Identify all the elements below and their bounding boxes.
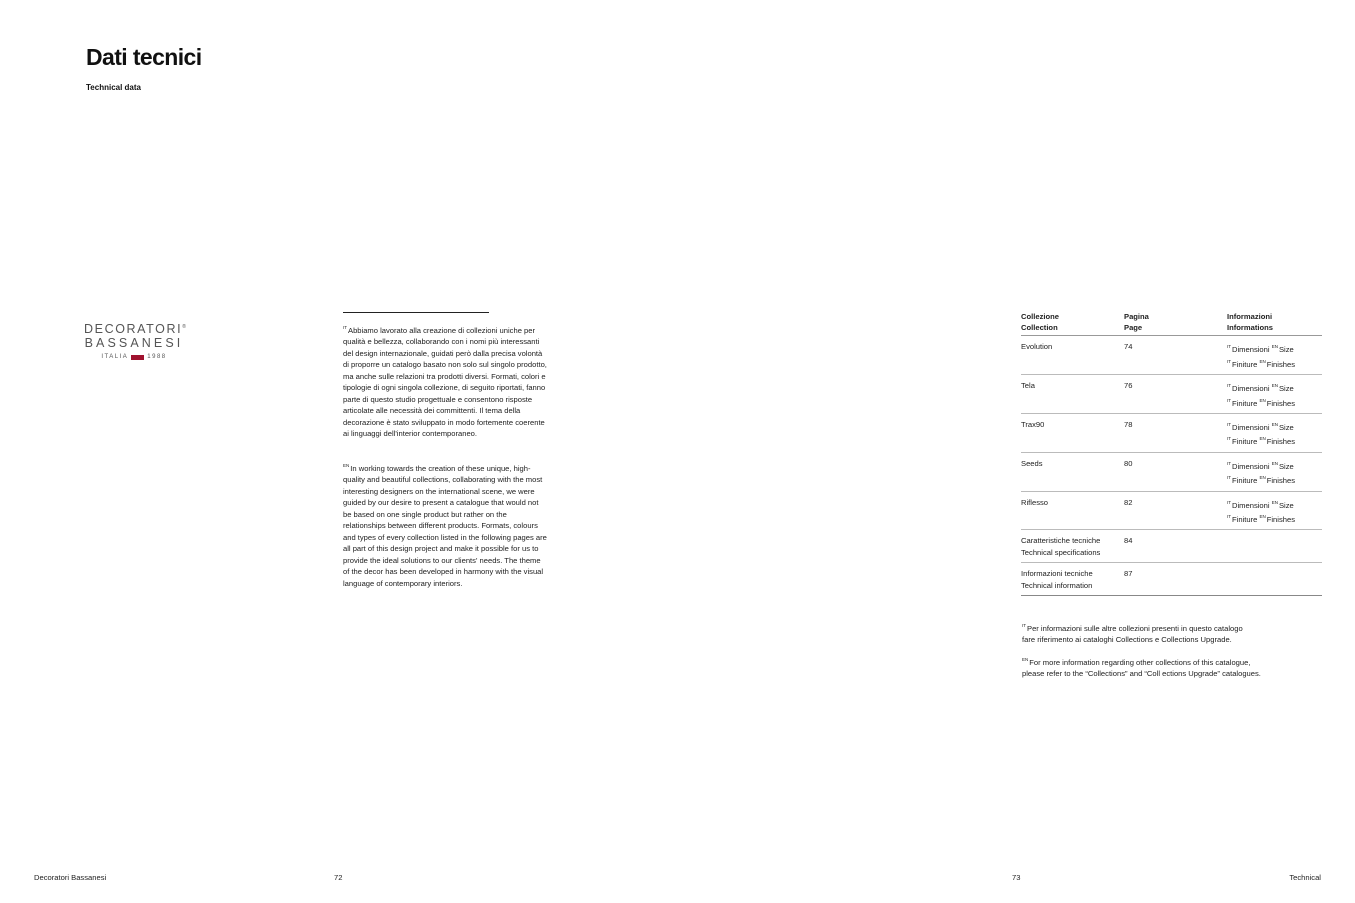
intro-text-en: $^{EN}$In working towards the creation of these unique, high-quality and beautiful collections, collaborating with the most interesting designers on the international scene, we were guided by our desire to present a catalogue that would not be based on one single product but rather on the relationships between different products. Formats, colours and types of every collection listed in the following pages are all part of this design project and make it possible for us to provide the ideal solutions to our clients' needs. The theme of the decor has been developed in harmony with the visual language of contemporary interiors. — [343, 463, 547, 588]
intro-divider — [343, 312, 489, 313]
cell-collection: Informazioni tecniche Technical information — [1021, 563, 1124, 596]
brand-logo — [84, 320, 184, 362]
column-header-collection: Collezione Collection — [1021, 311, 1124, 336]
cell-informations: $^{IT}$Dimensioni $^{EN}$Size $^{IT}$Finiture $^{EN}$Finishes — [1227, 491, 1322, 530]
cell-collection: Seeds — [1021, 452, 1124, 491]
cell-page: 74 — [1124, 336, 1227, 375]
page-subtitle: Technical data — [86, 83, 141, 92]
cell-page: 82 — [1124, 491, 1227, 530]
table-row — [1021, 530, 1322, 563]
table-row — [1021, 491, 1322, 530]
column-header-page: Pagina Page — [1124, 311, 1227, 336]
logo-color-bar — [131, 355, 144, 360]
intro-text-it: $^{IT}$Abbiamo lavorato alla creazione di collezioni uniche per qualità e bellezza, collaborando con i nomi più interessanti del design internazionale, guidati però dalla precisa volontà di proporre un catalogo basato non solo sul singolo prodotto, ma anche sulle relazioni tra prodotti diversi. Formati, colori e tipologie di ogni singola collezione, di seguito riportati, fanno parte di questo studio progettuale e consentono risposte articolate alle necessità dei committenti. Il tema della decorazione è stato sviluppato in modo fortemente coerente ai linguaggi dell'interior contemporaneo. — [343, 325, 547, 439]
lang-tag-it: IT — [343, 325, 347, 330]
cell-page: 80 — [1124, 452, 1227, 491]
cell-collection: Tela — [1021, 375, 1124, 414]
cell-page: 84 — [1124, 530, 1227, 563]
footer-brand: Decoratori Bassanesi — [34, 873, 107, 882]
note-it: $^{IT}$Per informazioni sulle altre collezioni presenti in questo catalogo fare riferimento ai cataloghi Collections e Collections Upgrade. — [1022, 623, 1243, 645]
table-header-row — [1021, 311, 1322, 336]
table-row — [1021, 563, 1322, 596]
cell-informations: $^{IT}$Dimensioni $^{EN}$Size $^{IT}$Finiture $^{EN}$Finishes — [1227, 414, 1322, 453]
cell-informations: $^{IT}$Dimensioni $^{EN}$Size $^{IT}$Finiture $^{EN}$Finishes — [1227, 336, 1322, 375]
table-row — [1021, 375, 1322, 414]
lang-tag-en: EN — [343, 463, 350, 468]
cell-informations — [1227, 530, 1322, 563]
cell-informations — [1227, 563, 1322, 596]
logo-tagline: ITALIA 1988 — [101, 354, 167, 361]
cell-collection: Evolution — [1021, 336, 1124, 375]
note-en: $^{EN}$For more information regarding other collections of this catalogue, please refer to the “Collections” and “Coll ections Upgrade” catalogues. — [1022, 657, 1261, 679]
table-row — [1021, 452, 1322, 491]
column-header-informations: Informazioni Informations — [1227, 311, 1322, 336]
page-number-left: 72 — [334, 873, 343, 882]
cell-collection: Riflesso — [1021, 491, 1124, 530]
cell-page: 76 — [1124, 375, 1227, 414]
page-number-right: 73 — [1012, 873, 1021, 882]
footer-section: Technical — [1289, 873, 1321, 882]
logo-line-1: DECORATORI® — [84, 322, 186, 337]
cell-collection: Trax90 — [1021, 414, 1124, 453]
cell-collection: Caratteristiche tecniche Technical specifications — [1021, 530, 1124, 563]
cell-page: 87 — [1124, 563, 1227, 596]
cell-page: 78 — [1124, 414, 1227, 453]
table-row — [1021, 336, 1322, 375]
logo-line-2: BASSANESI — [84, 336, 184, 351]
cell-informations: $^{IT}$Dimensioni $^{EN}$Size $^{IT}$Finiture $^{EN}$Finishes — [1227, 375, 1322, 414]
collections-table — [1021, 311, 1322, 596]
registered-mark: ® — [182, 324, 186, 330]
cell-informations: $^{IT}$Dimensioni $^{EN}$Size $^{IT}$Finiture $^{EN}$Finishes — [1227, 452, 1322, 491]
table-row — [1021, 414, 1322, 453]
page-title: Dati tecnici — [86, 44, 202, 70]
